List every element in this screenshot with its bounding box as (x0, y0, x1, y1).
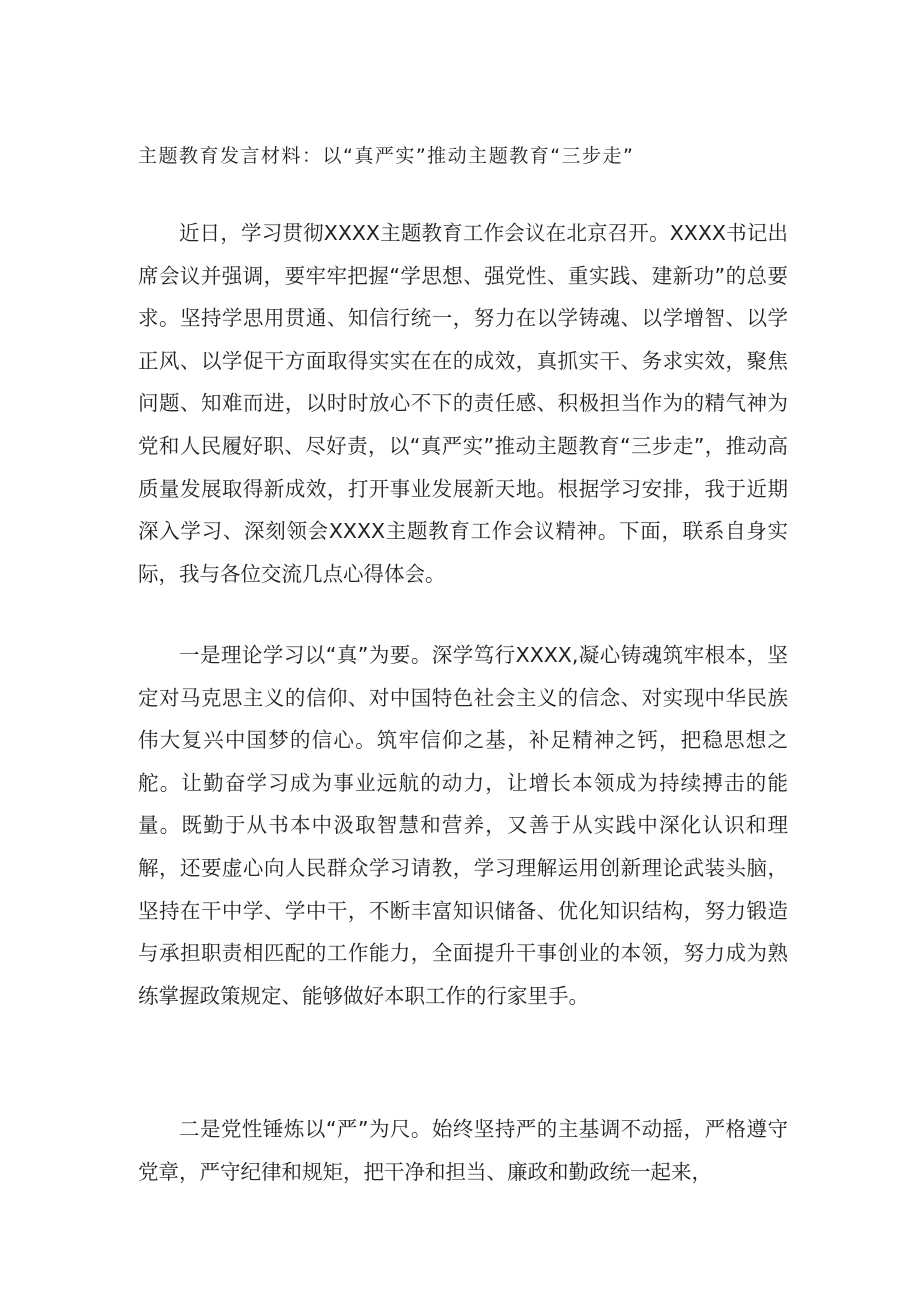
paragraph-party-spirit: 二是党性锤炼以“严”为尺。始终坚持严的主基调不动摇，严格遵守党章，严守纪律和规矩，把干净和担当、廉政和勤政统一起来， (138, 1117, 788, 1184)
document-title: 主题教育发言材料：以“真严实”推动主题教育“三步走” (138, 145, 635, 167)
document-body (138, 212, 788, 1193)
paragraph-intro: 近日，学习贯彻XXXX主题教育工作会议在北京召开。XXXX书记出席会议并强调，要牢牢把握“学思想、强党性、重实践、建新功”的总要求。坚持学思用贯通、知信行统一，努力在以学铸魂、以学增智、以学正风、以学促干方面取得实实在在的成效，真抓实干、务求实效，聚焦问题、知难而进，以时时放心不下的责任感、积极担当作为的精气神为党和人民履好职、尽好责，以“真严实”推动主题教育“三步走”，推动高质量发展取得新成效，打开事业发展新天地。根据学习安排，我于近期深入学习、深刻领会XXXX主题教育工作会议精神。下面，联系自身实际，我与各位交流几点心得体会。 (138, 221, 788, 586)
paragraph-theory-study: 一是理论学习以“真”为要。深学笃行XXXX,凝心铸魂筑牢根本，坚定对马克思主义的信仰、对中国特色社会主义的信念、对实现中华民族伟大复兴中国梦的信心。筑牢信仰之基，补足精神之钙，把稳思想之舵。让勤奋学习成为事业远航的动力，让增长本领成为持续搏击的能量。既勤于从书本中汲取智慧和营养，又善于从实践中深化认识和理解，还要虚心向人民群众学习请教，学习理解运用创新理论武装头脑，坚持在干中学、学中干，不断丰富知识储备、优化知识结构，努力锻造与承担职责相匹配的工作能力，全面提升干事创业的本领，努力成为熟练掌握政策规定、能够做好本职工作的行家里手。 (138, 643, 788, 1008)
